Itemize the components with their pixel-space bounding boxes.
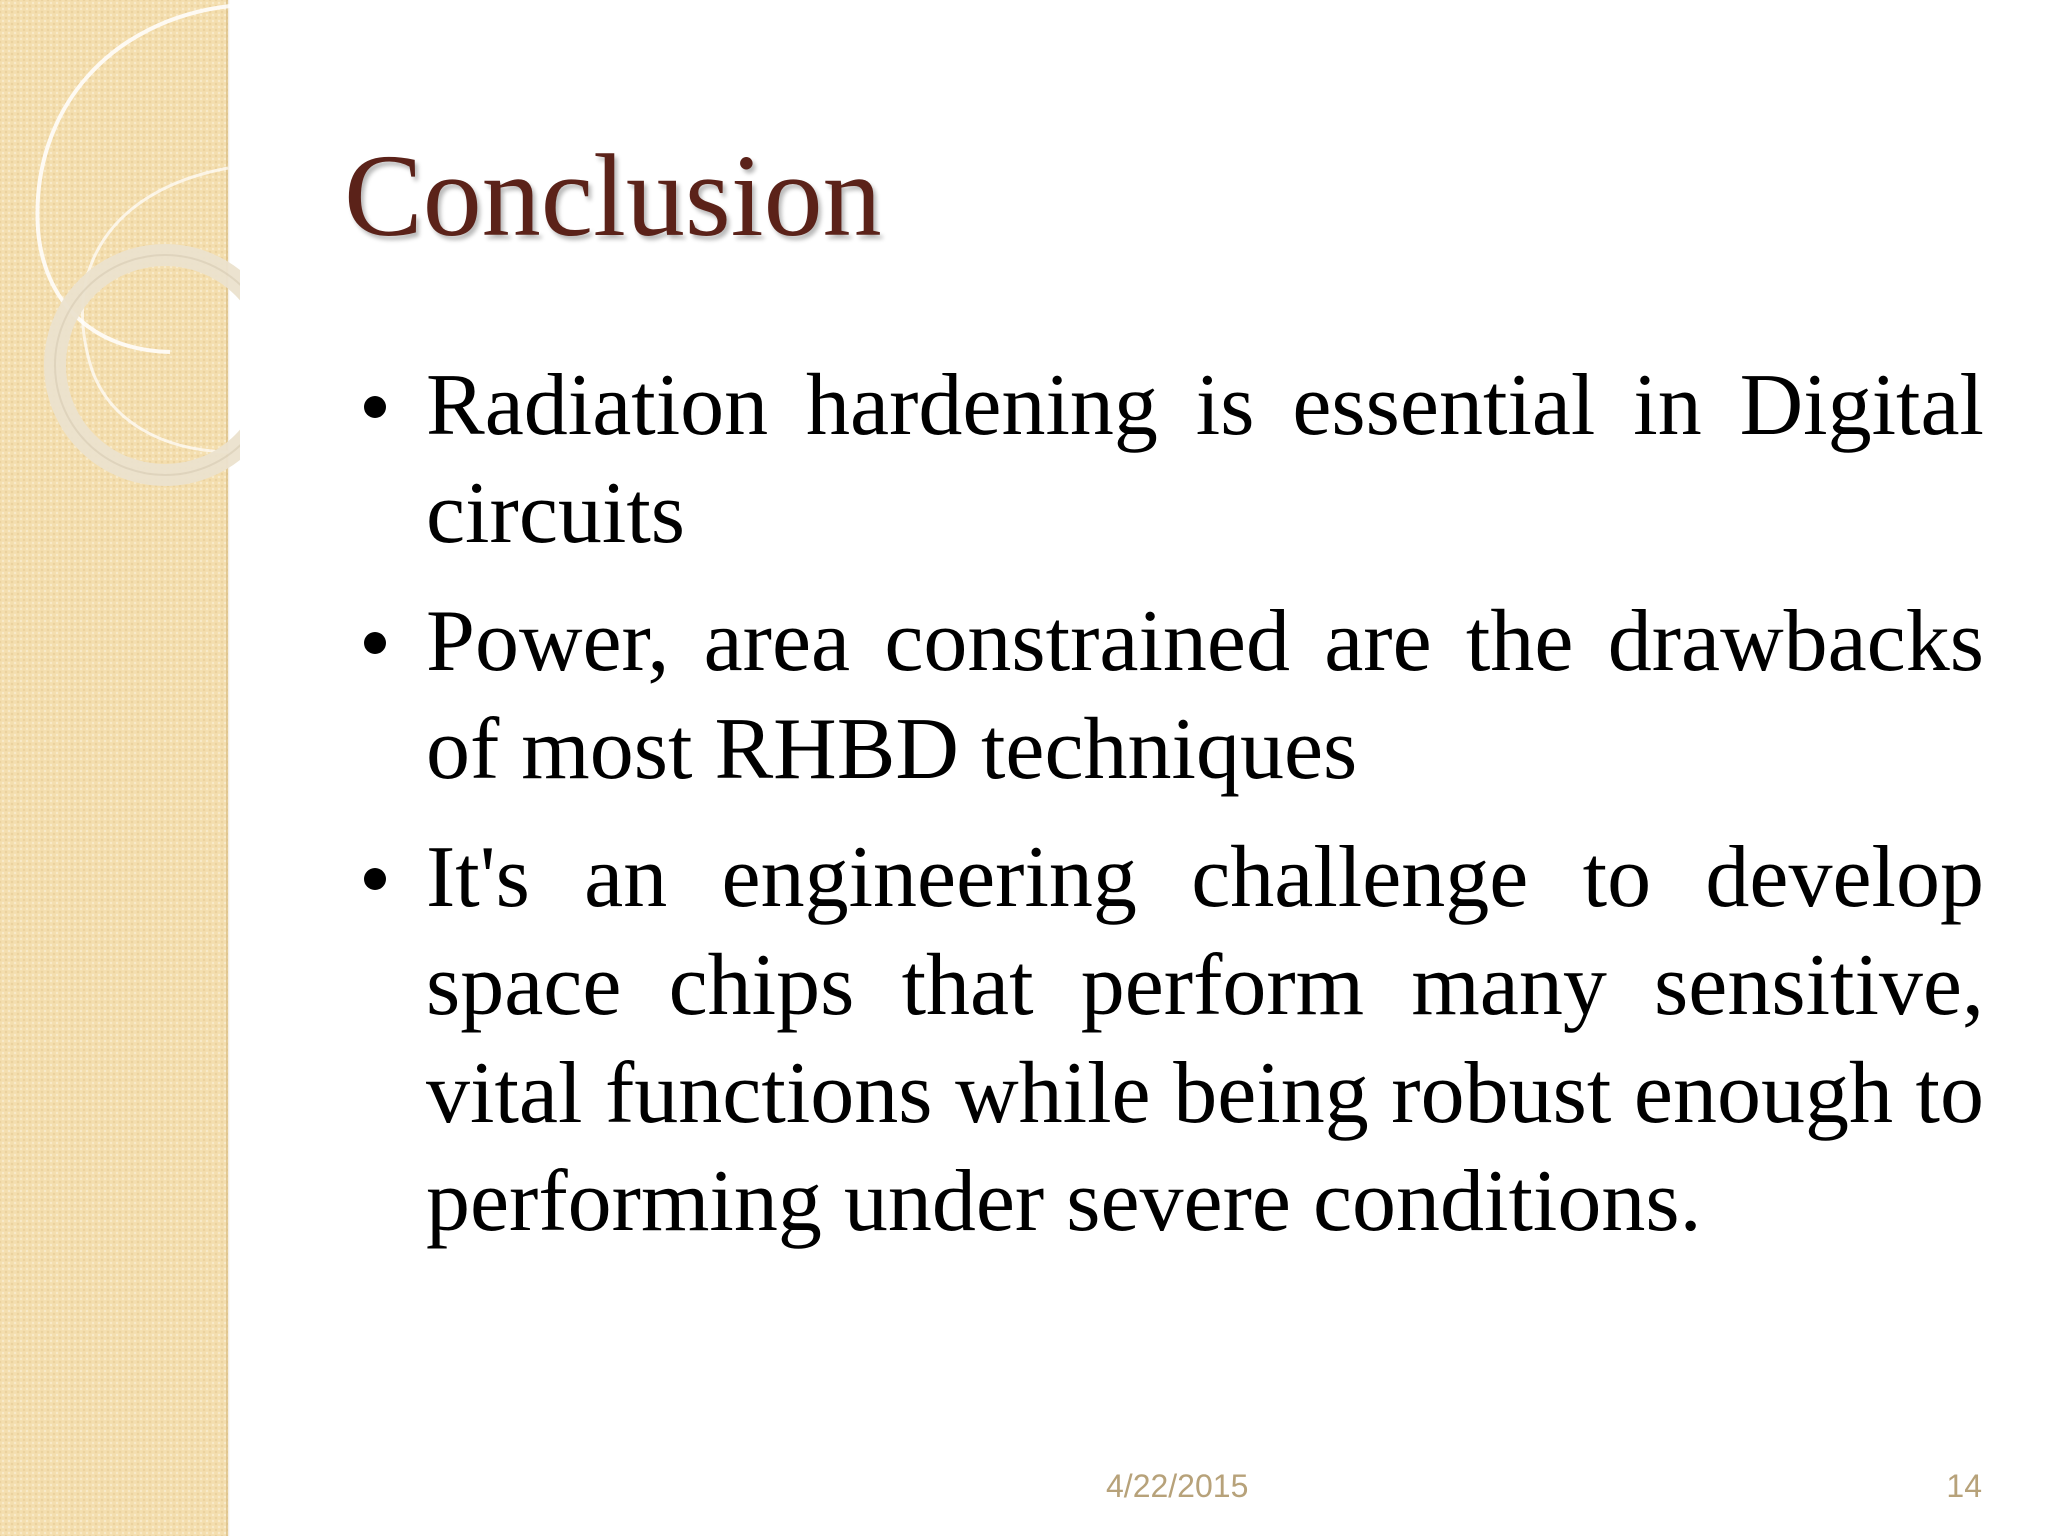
bullet-item xyxy=(350,588,1984,804)
bullet-dot-icon xyxy=(364,396,386,418)
decorative-swirl-icon xyxy=(0,0,240,520)
bullet-item xyxy=(350,824,1984,1256)
slide-title: Conclusion xyxy=(344,130,882,261)
bullet-text: Power, area constrained are the drawbacks of most RHBD techniques xyxy=(426,593,1984,798)
bullet-list xyxy=(350,352,1984,1276)
bullet-text: Radiation hardening is essential in Digital circuits xyxy=(426,357,1984,562)
bullet-text: It's an engineering challenge to develop space chips that perform many sensitive, vital functions while being robust enough to performing under severe conditions. xyxy=(426,829,1984,1250)
bullet-dot-icon xyxy=(364,632,386,654)
footer-date: 4/22/2015 xyxy=(1106,1468,1249,1504)
footer-page-number: 14 xyxy=(1946,1468,1982,1504)
bullet-item xyxy=(350,352,1984,568)
bullet-dot-icon xyxy=(364,868,386,890)
